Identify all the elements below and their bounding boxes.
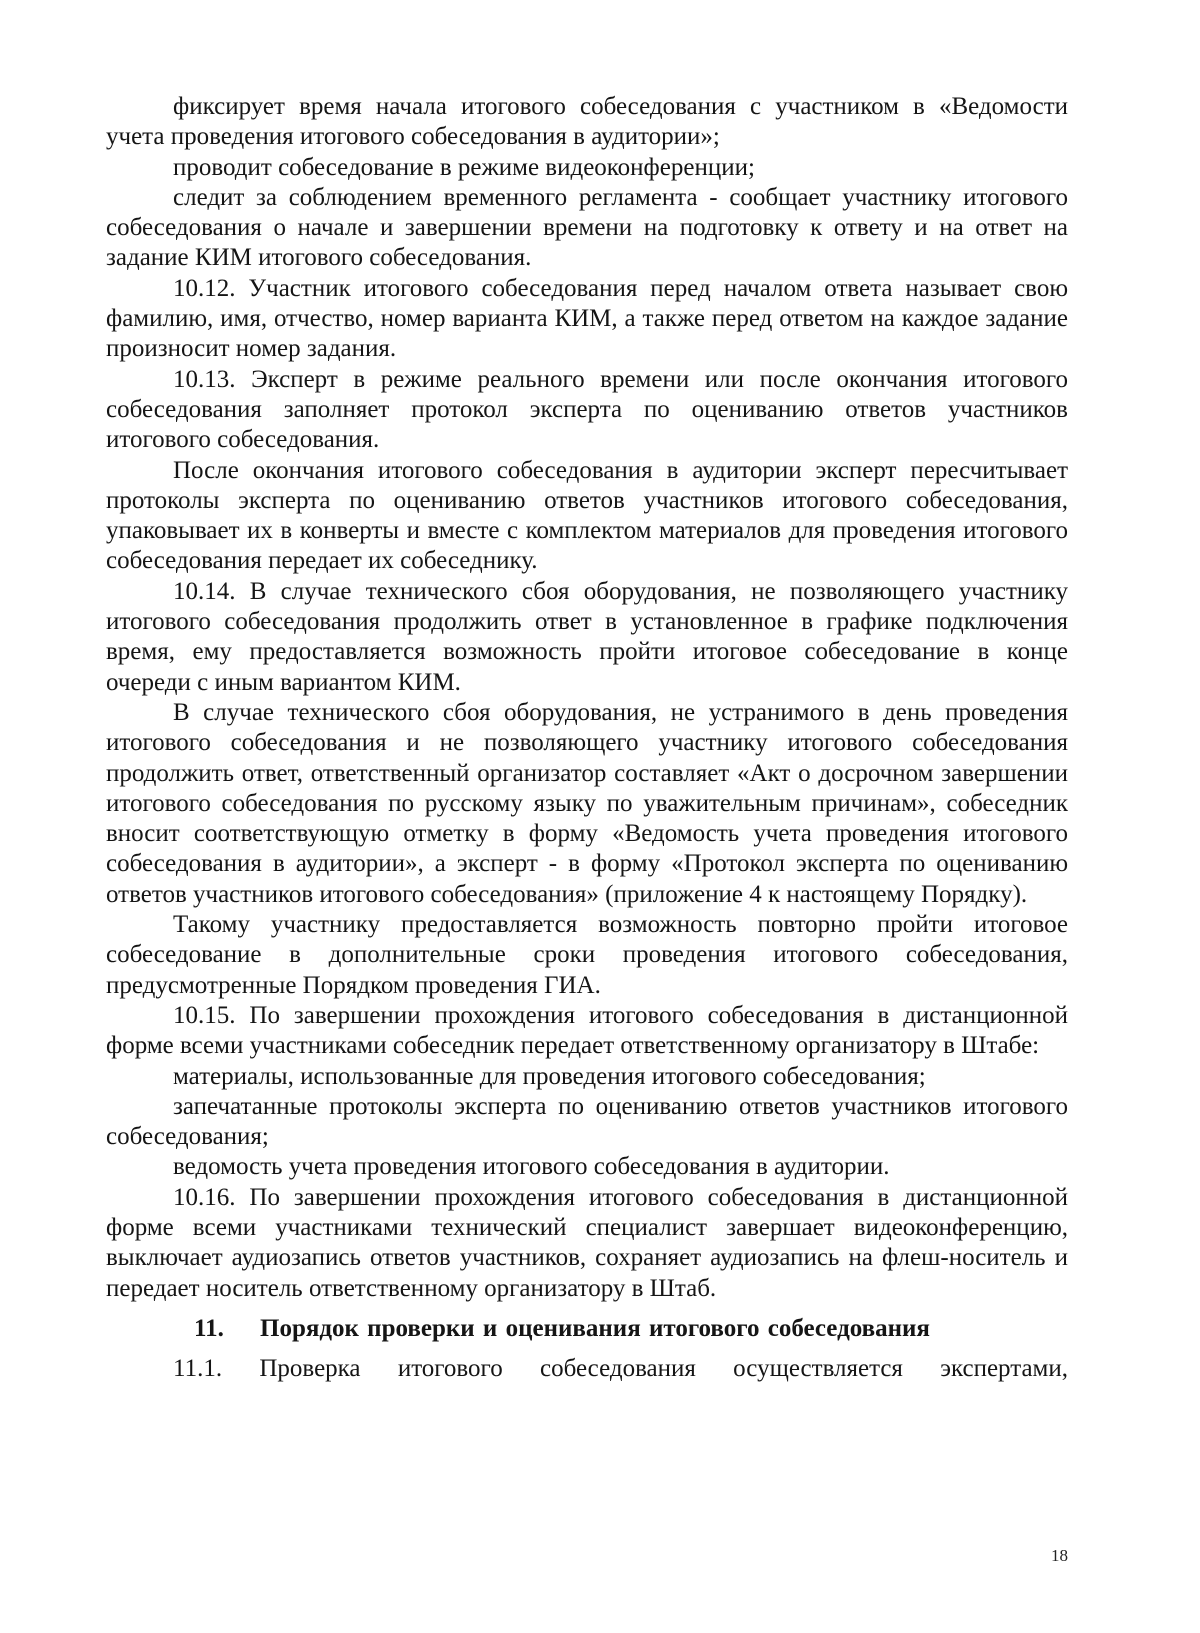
paragraph-3: следит за соблюдением временного регламента - сообщает участнику итогового собеседования о начале и завершении времени на подготовку к ответу и на ответ на задание КИМ итогового собеседования. <box>106 183 1068 272</box>
paragraph-6: После окончания итогового собеседования в аудитории эксперт пересчитывает протоколы эксперта по оцениванию ответов участников итогового собеседования, упаковывает их в конверты и вместе с комплектом материалов для проведения итогового собеседования передает их собеседнику. <box>106 456 1068 575</box>
paragraph-4: 10.12. Участник итогового собеседования перед началом ответа называет свою фамилию, имя, отчество, номер варианта КИМ, а также перед ответом на каждое задание произносит номер задания. <box>106 274 1068 363</box>
paragraph-7: 10.14. В случае технического сбоя оборудования, не позволяющего участнику итогового собеседования продолжить ответ в установленное в графике подключения время, ему предоставляется возможность пройти итоговое собеседование в конце очереди с иным вариантом КИМ. <box>106 577 1068 696</box>
section-number: 11. <box>194 1314 224 1342</box>
paragraph-13: ведомость учета проведения итогового собеседования в аудитории. <box>173 1153 890 1181</box>
paragraph-9: Такому участнику предоставляется возможность повторно пройти итоговое собеседование в дополнительные сроки проведения итогового собеседования, предусмотренные Порядком проведения ГИА. <box>106 911 1068 999</box>
paragraph-1: фиксирует время начала итогового собеседования с участником в «Ведомости учета проведения итогового собеседования в аудитории»; <box>106 93 1068 151</box>
document-page <box>106 92 1068 1384</box>
paragraph-5: 10.13. Эксперт в режиме реального времени или после окончания итогового собеседования заполняет протокол эксперта по оцениванию ответов участников итогового собеседования. <box>106 365 1068 454</box>
paragraph-14: 10.16. По завершении прохождения итогового собеседования в дистанционной форме всеми участниками технический специалист завершает видеоконференцию, выключает аудиозапись ответов участников, сохраняет аудиозапись на флеш-носитель и передает носитель ответственному организатору в Штаб. <box>106 1183 1068 1302</box>
paragraph-2: проводит собеседование в режиме видеоконференции; <box>173 153 755 181</box>
page-number: 18 <box>1051 1546 1068 1565</box>
paragraph-11: материалы, использованные для проведения итогового собеседования; <box>173 1062 926 1090</box>
section-heading <box>106 1314 1068 1344</box>
paragraph-12: запечатанные протоколы эксперта по оцениванию ответов участников итогового собеседования; <box>106 1092 1068 1151</box>
section-title: Порядок проверки и оценивания итогового собеседования <box>260 1314 930 1342</box>
paragraph-8: В случае технического сбоя оборудования, не устранимого в день проведения итогового собеседования и не позволяющего участнику итогового собеседования продолжить ответ, ответственный организатор составляет «Акт о досрочном завершении итогового собеседования по русскому языку по уважительным причинам», собеседник вносит соответствующую отметку в форму «Ведомость учета проведения итогового собеседования в аудитории», а эксперт - в форму «Протокол эксперта по оцениванию ответов участников итогового собеседования» (приложение 4 к настоящему Порядку). <box>106 698 1068 908</box>
paragraph-15: 11.1. Проверка итогового собеседования осуществляется экспертами, <box>173 1355 1068 1383</box>
paragraph-10: 10.15. По завершении прохождения итогового собеседования в дистанционной форме всеми участниками собеседник передает ответственному организатору в Штабе: <box>106 1001 1068 1060</box>
